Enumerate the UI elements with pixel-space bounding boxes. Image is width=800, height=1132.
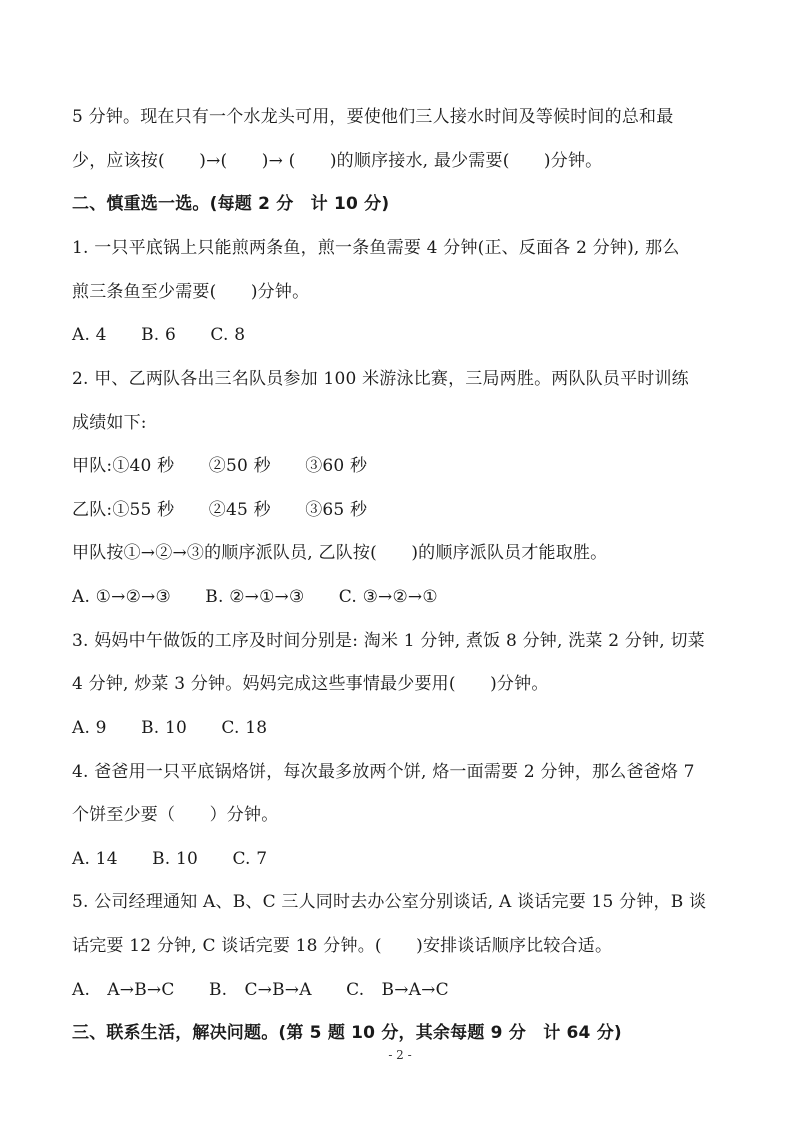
text-line: 少，应该按( )→( )→ ( )的顺序接水, 最少需要( )分钟。 <box>72 151 603 171</box>
question-4: 4. 爸爸用一只平底锅烙饼，每次最多放两个饼, 烙一面需要 2 分钟，那么爸爸烙 7 <box>72 762 695 782</box>
text-line: 乙队:①55 秒 ②45 秒 ③65 秒 <box>72 500 368 520</box>
text-line: 甲队按①→②→③的顺序派队员, 乙队按( )的顺序派队员才能取胜。 <box>72 543 608 563</box>
question-3: 3. 妈妈中午做饭的工序及时间分别是: 淘米 1 分钟, 煮饭 8 分钟, 洗菜 2 分钟, 切菜 <box>72 631 705 651</box>
question-1: 1. 一只平底锅上只能煎两条鱼，煎一条鱼需要 4 分钟(正、反面各 2 分钟), 那么 <box>72 238 680 258</box>
question-2: 2. 甲、乙两队各出三名队员参加 100 米游泳比赛，三局两胜。两队队员平时训练 <box>72 369 689 389</box>
section-heading: 二、慎重选一选。(每题 2 分 计 10 分) <box>72 194 390 214</box>
text-line: 5 分钟。现在只有一个水龙头可用，要使他们三人接水时间及等候时间的总和最 <box>72 107 674 127</box>
text-line: 话完要 12 分钟, C 谈话完要 18 分钟。( )安排谈话顺序比较合适。 <box>72 936 613 956</box>
answer-options: A. 4 B. 6 C. 8 <box>72 325 246 345</box>
answer-options: A. ①→②→③ B. ②→①→③ C. ③→②→① <box>72 587 438 607</box>
answer-options: A. 9 B. 10 C. 18 <box>72 718 268 738</box>
text-line: 煎三条鱼至少需要( )分钟。 <box>72 282 310 302</box>
answer-options: A. 14 B. 10 C. 7 <box>72 849 268 869</box>
question-5: 5. 公司经理通知 A、B、C 三人同时去办公室分别谈话, A 谈话完要 15 分钟，B 谈 <box>72 892 707 912</box>
answer-options: A. A→B→C B. C→B→A C. B→A→C <box>72 980 449 1000</box>
text-line: 甲队:①40 秒 ②50 秒 ③60 秒 <box>72 456 368 476</box>
text-line: 个饼至少要（ ）分钟。 <box>72 805 279 825</box>
text-line: 4 分钟, 炒菜 3 分钟。妈妈完成这些事情最少要用( )分钟。 <box>72 674 549 694</box>
section-heading: 三、联系生活，解决问题。(第 5 题 10 分，其余每题 9 分 计 64 分) <box>72 1023 622 1043</box>
page-number: - 2 - <box>388 1048 412 1062</box>
text-line: 成绩如下: <box>72 413 147 433</box>
